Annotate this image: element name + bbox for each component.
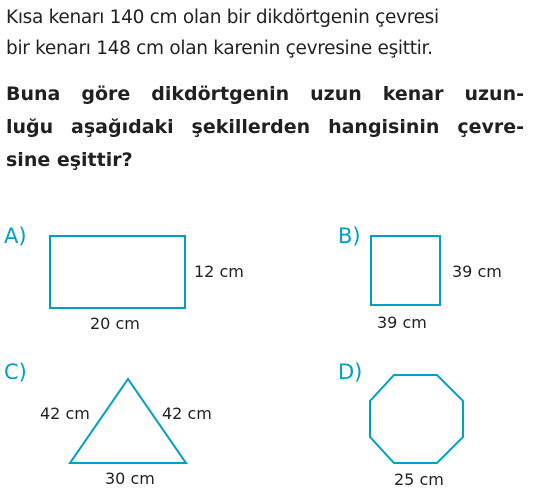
- option-b-letter: B): [338, 224, 361, 248]
- option-d-bottom-label: 25 cm: [394, 470, 444, 489]
- stem-line-1: Kısa kenarı 140 cm olan bir dikdörtgenin çevresi: [6, 7, 439, 28]
- option-b-bottom-label: 39 cm: [377, 313, 427, 332]
- option-d-letter: D): [338, 360, 363, 384]
- option-b-side-label: 39 cm: [452, 262, 502, 281]
- option-c-bottom-label: 30 cm: [105, 469, 155, 488]
- option-c-left-label: 42 cm: [40, 404, 90, 423]
- option-a-bottom-label: 20 cm: [90, 314, 140, 333]
- question-line-1: Buna göre dikdörtgenin uzun kenar uzun-: [6, 83, 524, 105]
- question-line-2: luğu aşağıdaki şekillerden hangisinin çevre-: [6, 116, 524, 138]
- option-a-side-label: 12 cm: [194, 262, 244, 281]
- question-line-3: sine eşittir?: [6, 149, 133, 171]
- option-a-letter: A): [4, 224, 27, 248]
- option-c-right-label: 42 cm: [162, 404, 212, 423]
- option-c-letter: C): [4, 360, 27, 384]
- stem-line-2: bir kenarı 148 cm olan karenin çevresine eşittir.: [6, 38, 433, 59]
